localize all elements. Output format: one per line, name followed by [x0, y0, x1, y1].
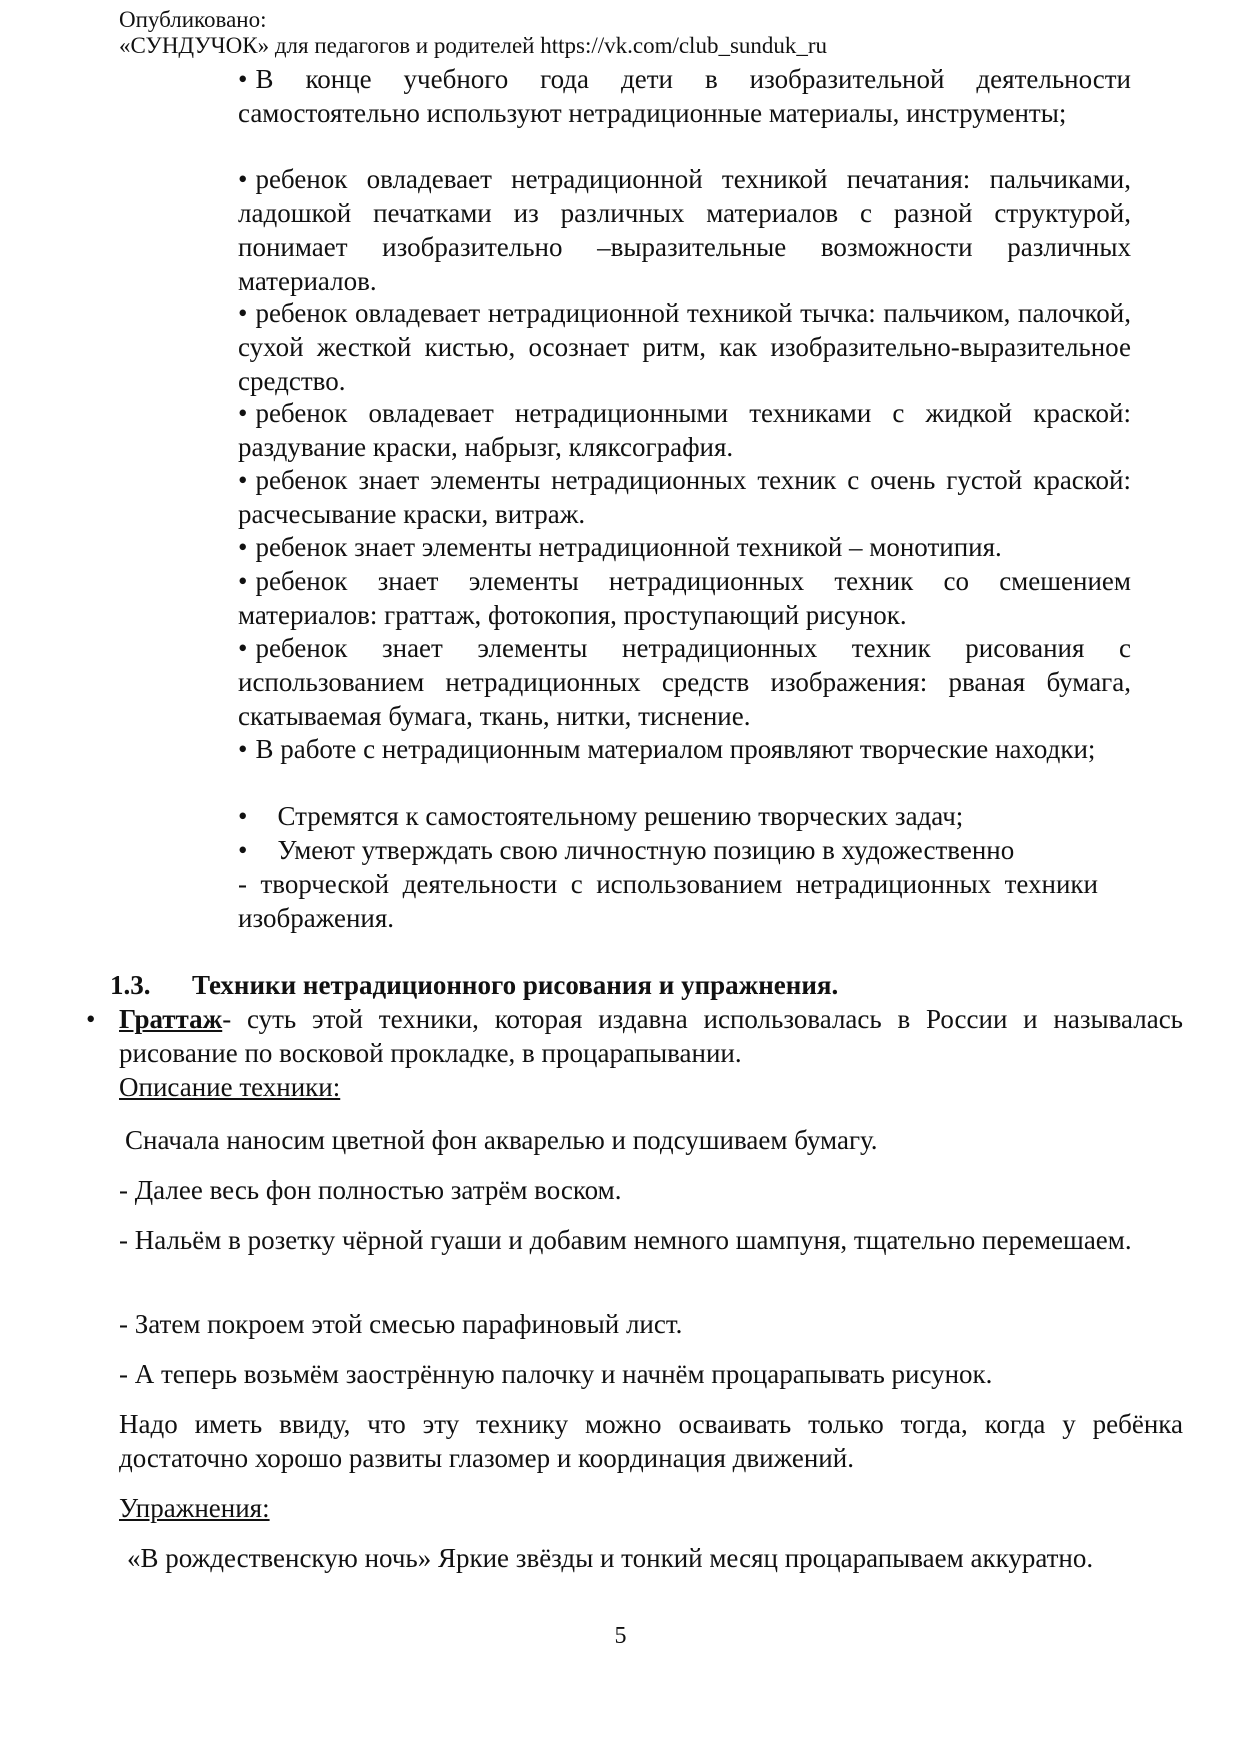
publication-label: Опубликовано: [119, 7, 267, 32]
step-paragraph: - Нальём в розетку чёрной гуаши и добавим немного шампуня, тщательно перемешаем. [119, 1225, 1132, 1255]
list-item-text: ребенок знает элементы нетрадиционных техник рисования с использованием нетрадиционных средств изображения: рваная бумага, скатываемая бумага, ткань, нитки, тиснение. [238, 633, 1131, 731]
list-item-text: ребенок овладевает нетрадиционной техникой тычка: пальчиком, палочкой, сухой жесткой кистью, осознает ритм, как изобразительно-выразительное средство. [238, 298, 1131, 396]
section-title: Техники нетрадиционного рисования и упражнения. [192, 970, 839, 1000]
bullet-icon: • [238, 398, 248, 428]
list-item-text: ребенок знает элементы нетрадиционных техник с очень густой краской: расчесывание краски, витраж. [238, 465, 1131, 529]
bullet-icon: • [238, 465, 248, 495]
bullet-icon: • [238, 532, 248, 562]
step-paragraph: - Затем покроем этой смесью парафиновый лист. [119, 1309, 683, 1339]
grattage-intro-text: - суть этой техники, которая издавна использовалась в России и называлась рисование по восковой прокладке, в процарапывании. [119, 1004, 1183, 1068]
step-paragraph: - Далее весь фон полностью затрём воском. [119, 1175, 622, 1205]
list-item [238, 732, 1131, 766]
list-item-continuation: - творческой деятельности с использованием нетрадиционных техники изображения. [238, 869, 1098, 933]
bullet-icon: • [238, 633, 248, 663]
list-item-text: ребенок овладевает нетрадиционными техниками с жидкой краской: раздувание краски, набрызг, кляксография. [238, 398, 1131, 462]
bullet-icon: • [238, 164, 248, 194]
description-label: Описание техники: [119, 1072, 341, 1102]
bullet-icon: • [238, 566, 248, 596]
grattage-term: Граттаж [119, 1004, 223, 1034]
list-item [238, 396, 1131, 464]
list-item [238, 463, 1131, 531]
list-item [238, 564, 1131, 632]
list-item-text: ребенок овладевает нетрадиционной техникой печатания: пальчиками, ладошкой печатками из различных материалов с разной структурой, понимает изобразительно –выразительные возможности различных материалов. [238, 164, 1131, 296]
list-item [238, 296, 1131, 398]
bullet-icon: • [238, 298, 248, 328]
list-item-text: В работе с нетрадиционным материалом проявляют творческие находки; [255, 734, 1096, 764]
list-item-text: ребенок знает элементы нетрадиционных техник со смешением материалов: граттаж, фотокопия, проступающий рисунок. [238, 566, 1131, 630]
bullet-icon: • [238, 801, 248, 831]
list-item-text: Стремятся к самостоятельному решению творческих задач; [277, 801, 964, 831]
list-item-text: В конце учебного года дети в изобразительной деятельности самостоятельно используют нетрадиционные материалы, инструменты; [238, 64, 1131, 128]
page-number: 5 [614, 1623, 627, 1649]
exercises-label: Упражнения: [119, 1493, 270, 1523]
grattage-intro [119, 1002, 1183, 1070]
step-paragraph: Сначала наносим цветной фон акварелью и подсушиваем бумагу. [125, 1125, 878, 1155]
bullet-icon: • [238, 835, 248, 865]
list-item [238, 162, 1131, 298]
note-paragraph: Надо иметь ввиду, что эту технику можно осваивать только тогда, когда у ребёнка достаточно хорошо развиты глазомер и координация движений. [119, 1409, 1183, 1473]
bullet-icon: • [238, 64, 248, 94]
list-item [238, 833, 1131, 867]
list-item-text: ребенок знает элементы нетрадиционной техникой – монотипия. [255, 532, 1002, 562]
step-paragraph: - А теперь возьмём заострённую палочку и начнём процарапывать рисунок. [119, 1359, 993, 1389]
bullet-icon: • [238, 734, 248, 764]
bullet-icon: • [86, 1004, 96, 1034]
section-heading [110, 968, 838, 1002]
list-item [238, 530, 1131, 564]
section-number: 1.3. [110, 970, 151, 1000]
publication-source: «СУНДУЧОК» для педагогов и родителей https://vk.com/club_sunduk_ru [119, 33, 828, 58]
list-item [238, 799, 1131, 833]
list-item [238, 631, 1131, 733]
exercise-paragraph: «В рождественскую ночь» Яркие звёзды и тонкий месяц процарапываем аккуратно. [127, 1543, 1094, 1573]
list-item [238, 62, 1131, 130]
list-item-text: Умеют утверждать свою личностную позицию в художественно [277, 835, 1015, 865]
